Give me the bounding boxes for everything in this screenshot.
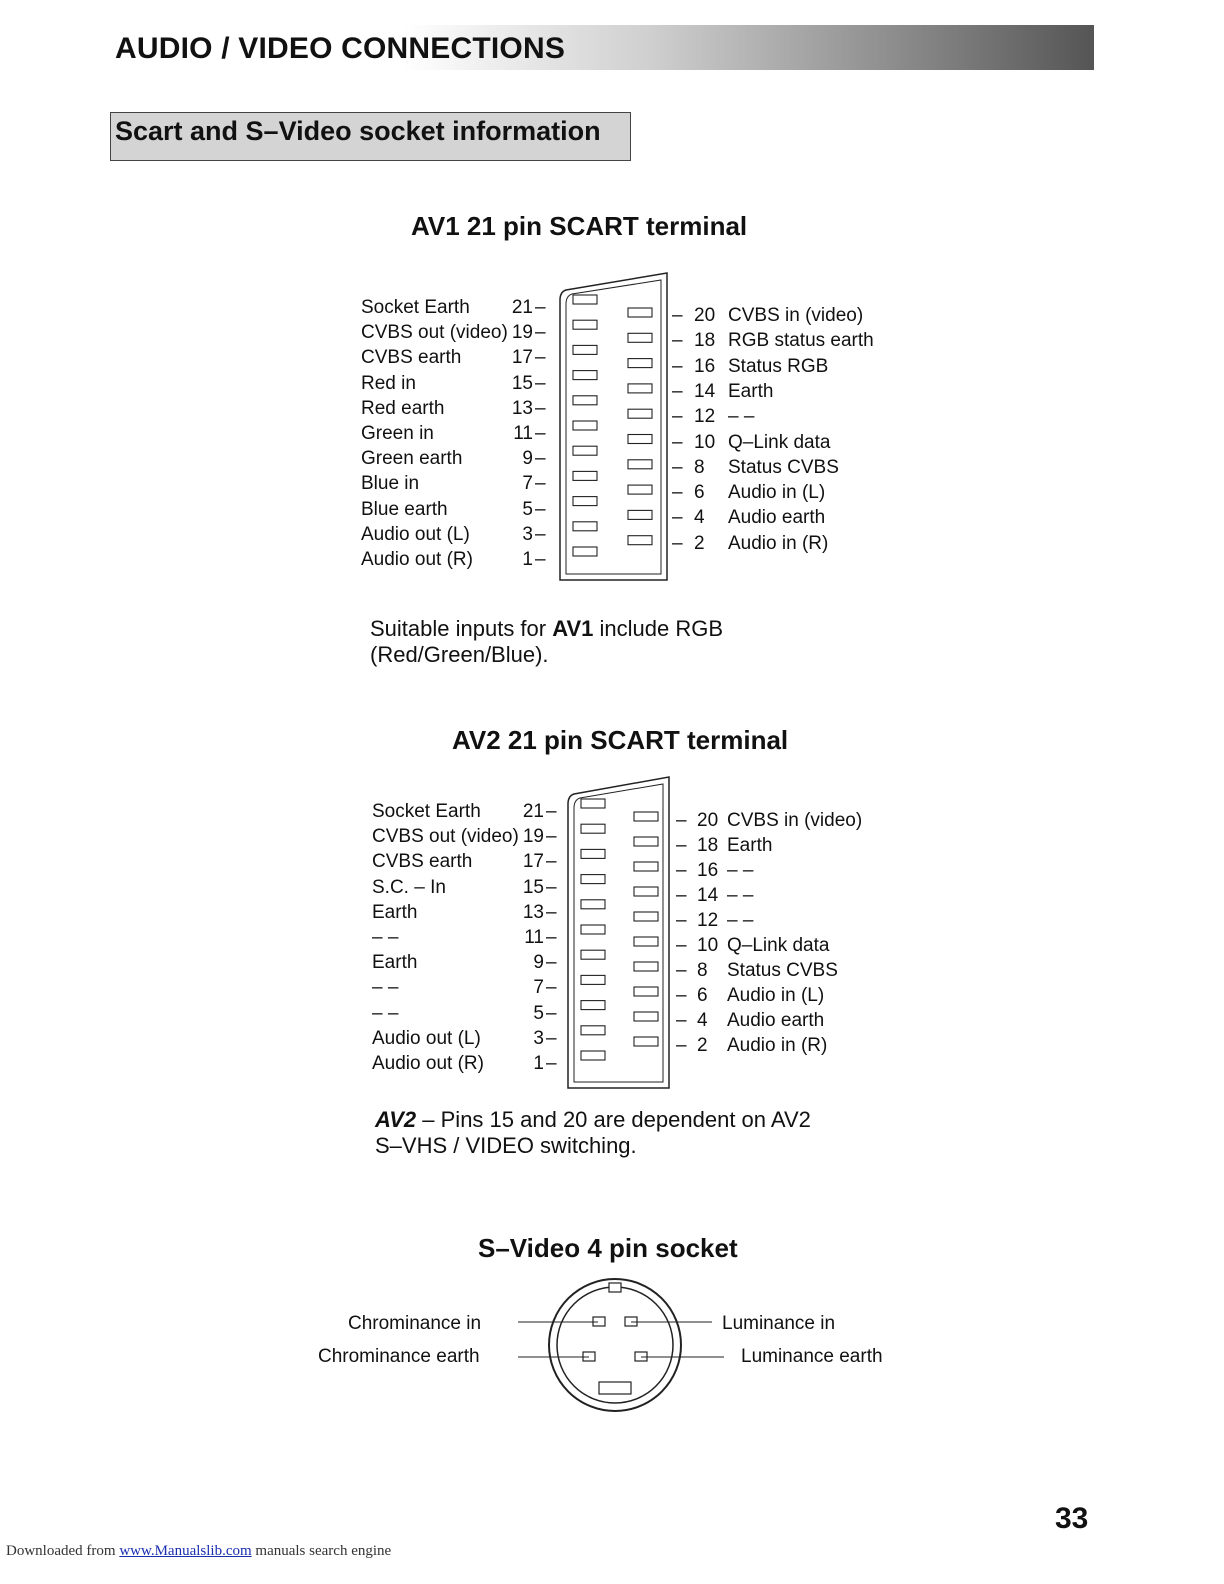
av1-left-label: CVBS out (video)	[361, 322, 508, 344]
av2-pin-6	[634, 987, 658, 996]
footer-prefix: Downloaded from	[6, 1543, 120, 1559]
av2-left-label: – –	[372, 977, 399, 999]
av2-left-pin: 21	[522, 801, 544, 822]
av2-left-label: Earth	[372, 901, 418, 923]
av2-pin-21	[581, 799, 605, 808]
av1-pin-13	[573, 396, 597, 405]
av1-right-dash: –	[672, 330, 683, 352]
av2-pin-10	[634, 937, 658, 946]
av1-pin-14	[628, 384, 652, 393]
av2-pin-13	[581, 900, 605, 909]
av1-left-dash: –	[535, 498, 546, 520]
av2-left-pin: 15	[522, 876, 544, 898]
av1-left-dash: –	[535, 297, 546, 318]
av1-left-dash: –	[535, 397, 546, 419]
av2-left-dash: –	[546, 901, 557, 923]
av2-left-pin: 7	[533, 977, 544, 999]
av1-right-label: Audio earth	[728, 507, 826, 529]
av1-scart-connector	[550, 268, 680, 588]
av1-left-label: Blue in	[361, 473, 420, 495]
av2-right-dash: –	[676, 985, 687, 1006]
av2-right-pin: 6	[697, 985, 708, 1006]
section-title: Scart and S–Video socket information	[115, 116, 601, 146]
av1-right-dash: –	[672, 406, 683, 428]
av2-right-label: Earth	[727, 835, 773, 856]
av2-left-dash: –	[546, 927, 557, 948]
av2-pin-rects	[581, 799, 658, 1060]
av1-left-label: Red earth	[361, 397, 445, 419]
av1-pin-16	[628, 359, 652, 368]
av2-left-label: Audio out (R)	[372, 1053, 484, 1074]
av1-left-pin: 9	[522, 448, 533, 470]
av1-right-pin: 14	[694, 380, 716, 402]
av2-left-pin: 13	[522, 901, 544, 923]
av2-right-label: – –	[727, 860, 754, 881]
av1-right-pin: 8	[694, 456, 705, 478]
av2-right-pin: 12	[697, 910, 719, 931]
svideo-socket	[500, 1275, 740, 1425]
av1-pin-17	[573, 345, 597, 354]
av1-right-dash: –	[672, 532, 683, 554]
page-title: AUDIO / VIDEO CONNECTIONS	[115, 32, 566, 65]
av2-left-dash: –	[546, 1053, 557, 1074]
av1-left-dash: –	[535, 549, 546, 570]
av1-pin-1	[573, 547, 597, 556]
av1-right-pin: 6	[694, 482, 705, 504]
av2-left-dash: –	[546, 952, 557, 974]
av1-left-dash: –	[535, 473, 546, 495]
av2-title: AV2 21 pin SCART terminal	[452, 725, 789, 755]
av2-right-label: Q–Link data	[727, 935, 830, 956]
av2-right-pin: 16	[697, 860, 719, 881]
av2-pin-14	[634, 887, 658, 896]
svideo-luminance-earth: Luminance earth	[741, 1346, 883, 1367]
av1-note-post: include RGB	[593, 616, 724, 641]
av1-left-label: Green earth	[361, 448, 463, 470]
av2-left-label: – –	[372, 1002, 399, 1024]
av1-right-pin: 18	[694, 330, 716, 352]
av2-pin-3	[581, 1026, 605, 1035]
av2-left-dash: –	[546, 1002, 557, 1024]
av1-right-pin: 12	[694, 406, 716, 428]
av1-pin-7	[573, 471, 597, 480]
av2-pin-17	[581, 849, 605, 858]
av1-right-label: Audio in (R)	[728, 532, 829, 554]
av2-right-dash: –	[676, 810, 687, 831]
av1-right-label: Q–Link data	[728, 431, 831, 453]
av2-right-dash: –	[676, 835, 687, 856]
av1-right-dash: –	[672, 305, 683, 326]
av2-right-label: – –	[727, 910, 754, 931]
av1-note-pre: Suitable inputs for	[370, 616, 553, 641]
av2-pin-12	[634, 912, 658, 921]
av1-right-label: Audio in (L)	[728, 482, 826, 504]
av2-right-dash: –	[676, 860, 687, 881]
av2-right-label: Audio in (L)	[727, 985, 825, 1006]
av1-right-pin: 20	[694, 305, 716, 326]
av2-left-label: S.C. – In	[372, 876, 446, 898]
av1-right-dash: –	[672, 507, 683, 529]
av2-left-dash: –	[546, 876, 557, 898]
av2-left-pin: 19	[522, 826, 544, 848]
footer	[6, 1543, 391, 1560]
av1-right-label: – –	[728, 406, 755, 428]
av1-right-pin: 4	[694, 507, 705, 529]
av1-pin-8	[628, 460, 652, 469]
av1-left-pin: 7	[522, 473, 533, 495]
av1-right-dash: –	[672, 456, 683, 478]
av1-left-label: CVBS earth	[361, 347, 462, 369]
av1-left-pin: 17	[511, 347, 533, 369]
av1-left-dash: –	[535, 347, 546, 369]
av2-pin-15	[581, 875, 605, 884]
svideo-chrominance-in: Chrominance in	[348, 1313, 482, 1334]
av2-pin-18	[634, 837, 658, 846]
av1-left-label: Red in	[361, 372, 416, 394]
av2-right-pin: 8	[697, 960, 708, 981]
av2-left-label: Audio out (L)	[372, 1027, 481, 1049]
av1-right-pin: 10	[694, 431, 716, 453]
av2-left-label: CVBS earth	[372, 851, 473, 873]
av2-right-label: Status CVBS	[727, 960, 838, 981]
av1-pin-9	[573, 446, 597, 455]
av1-pin-11	[573, 421, 597, 430]
av2-pin-7	[581, 975, 605, 984]
svideo-luminance-in: Luminance in	[722, 1313, 836, 1334]
av2-pin-11	[581, 925, 605, 934]
av1-right-dash: –	[672, 482, 683, 504]
av2-right-label: – –	[727, 885, 754, 906]
av1-left-pin: 21	[511, 297, 533, 318]
av1-pin-6	[628, 485, 652, 494]
av1-right-label: Status RGB	[728, 355, 829, 377]
av2-left-pin: 11	[524, 927, 544, 948]
av2-right-dash: –	[676, 1010, 687, 1031]
av2-right-dash: –	[676, 935, 687, 956]
av2-left-dash: –	[546, 826, 557, 848]
av1-left-pin: 1	[522, 549, 533, 570]
av2-pin-19	[581, 824, 605, 833]
av2-left-label: CVBS out (video)	[372, 826, 519, 848]
av1-left-dash: –	[535, 423, 546, 444]
av2-right-pin: 10	[697, 935, 719, 956]
av1-pin-15	[573, 371, 597, 380]
av2-pin-4	[634, 1012, 658, 1021]
av2-note-line2: S–VHS / VIDEO switching.	[375, 1133, 637, 1158]
av2-left-label: Earth	[372, 952, 418, 974]
av1-left-pin: 5	[522, 498, 533, 520]
av2-right-label: Audio earth	[727, 1010, 825, 1031]
av1-left-label: Socket Earth	[361, 297, 470, 318]
av1-pin-10	[628, 435, 652, 444]
av2-right-label: Audio in (R)	[727, 1035, 828, 1056]
av2-note-bold: AV2	[375, 1107, 417, 1132]
av2-right-pin: 2	[697, 1035, 708, 1056]
av1-left-dash: –	[535, 448, 546, 470]
av1-pin-19	[573, 320, 597, 329]
av1-note-line2: (Red/Green/Blue).	[370, 642, 549, 667]
av1-pin-20	[628, 308, 652, 317]
av1-left-pin: 11	[513, 423, 533, 444]
av1-left-pin: 19	[511, 322, 533, 344]
av1-title: AV1 21 pin SCART terminal	[411, 211, 748, 241]
av2-left-pin: 5	[533, 1002, 544, 1024]
footer-link[interactable]: www.Manualslib.com	[119, 1543, 252, 1559]
av2-left-label: – –	[372, 927, 399, 948]
av2-left-label: Socket Earth	[372, 801, 481, 822]
av1-pin-12	[628, 409, 652, 418]
av1-left-dash: –	[535, 322, 546, 344]
av1-note	[370, 616, 723, 668]
av1-left-pin: 3	[522, 523, 533, 545]
av1-right-dash: –	[672, 431, 683, 453]
av1-pin-5	[573, 497, 597, 506]
svideo-chrominance-earth: Chrominance earth	[318, 1346, 480, 1367]
av2-pin-1	[581, 1051, 605, 1060]
av1-left-pin: 15	[511, 372, 533, 394]
av1-right-label: RGB status earth	[728, 330, 874, 352]
av1-left-label: Blue earth	[361, 498, 448, 520]
av2-pin-20	[634, 812, 658, 821]
av2-left-dash: –	[546, 851, 557, 873]
av2-right-pin: 4	[697, 1010, 708, 1031]
av1-right-dash: –	[672, 380, 683, 402]
av1-pin-4	[628, 510, 652, 519]
av2-pin-16	[634, 862, 658, 871]
av2-right-label: CVBS in (video)	[727, 810, 863, 831]
footer-suffix: manuals search engine	[251, 1543, 392, 1559]
av2-left-pin: 3	[533, 1027, 544, 1049]
av1-note-bold: AV1	[552, 616, 594, 641]
av2-right-dash: –	[676, 885, 687, 906]
av2-pin-8	[634, 962, 658, 971]
av1-right-dash: –	[672, 355, 683, 377]
av1-pin-rects	[573, 295, 652, 556]
av1-pin-21	[573, 295, 597, 304]
av1-left-pin: 13	[511, 397, 533, 419]
av1-left-label: Green in	[361, 423, 434, 444]
av2-note	[375, 1107, 811, 1159]
av2-left-dash: –	[546, 977, 557, 999]
av1-left-dash: –	[535, 523, 546, 545]
av1-right-pin: 2	[694, 532, 705, 554]
av2-left-dash: –	[546, 801, 557, 822]
av2-right-dash: –	[676, 960, 687, 981]
av2-note-rest: – Pins 15 and 20 are dependent on AV2	[416, 1107, 811, 1132]
svideo-title: S–Video 4 pin socket	[478, 1233, 738, 1263]
av2-right-dash: –	[676, 910, 687, 931]
av1-left-label: Audio out (L)	[361, 523, 470, 545]
av2-right-pin: 18	[697, 835, 719, 856]
av1-left-dash: –	[535, 372, 546, 394]
av2-pin-9	[581, 950, 605, 959]
av2-pin-2	[634, 1037, 658, 1046]
page-number: 33	[1055, 1502, 1089, 1535]
av1-pin-3	[573, 522, 597, 531]
av2-left-pin: 1	[533, 1053, 544, 1074]
av1-pin-2	[628, 536, 652, 545]
av2-left-dash: –	[546, 1027, 557, 1049]
av2-left-pin: 17	[522, 851, 544, 873]
av1-right-pin: 16	[694, 355, 716, 377]
av1-right-label: CVBS in (video)	[728, 305, 864, 326]
av1-left-label: Audio out (R)	[361, 549, 473, 570]
av2-right-pin: 20	[697, 810, 719, 831]
av2-left-pin: 9	[533, 952, 544, 974]
av2-pin-5	[581, 1001, 605, 1010]
av1-pin-18	[628, 333, 652, 342]
av1-right-label: Earth	[728, 380, 774, 402]
av1-right-label: Status CVBS	[728, 456, 839, 478]
av2-right-pin: 14	[697, 885, 719, 906]
av2-right-dash: –	[676, 1035, 687, 1056]
av2-scart-connector	[558, 772, 688, 1092]
